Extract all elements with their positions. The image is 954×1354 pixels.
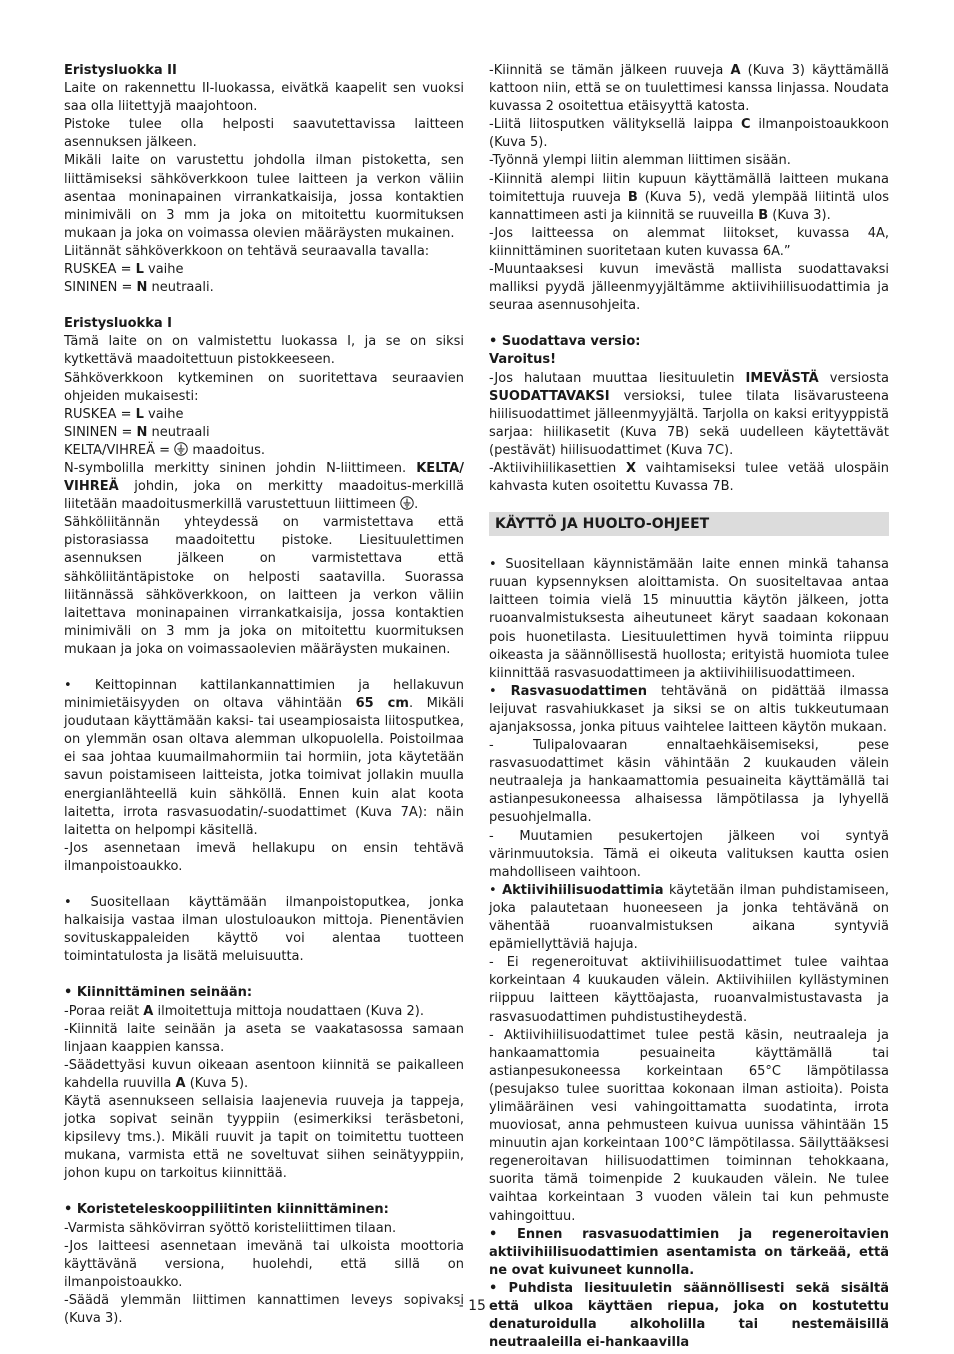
paragraph: • Puhdista liesituuletin säännöllisesti sekä sisältä että ulkoa käyttäen riepua, joka on kostutettu denaturoidulla alkoholilla tai nestemäisillä neutraaleilla ei-hankaavilla	[489, 1280, 889, 1351]
heading-filter-version: • Suodattava versio:	[489, 334, 641, 350]
paragraph: Käytä asennukseen sellaisia laajenevia ruuveja ja tappeja, jotka sopivat seinän tyyppiin (esimerkiksi teräsbetoni, kipsilevy tms.). Mikäli ruuvit ja tapit on toimitettu tuotteen mukana, varmista että ne soveltuvat siihen seinätyyppiin, johon kupu on tarkoitus kiinnittää.	[64, 1093, 464, 1182]
wire-brown: RUSKEA = L vaihe	[64, 406, 184, 422]
list-item: -Säädettyäsi kuvun oikeaan asentoon kiinnitä se paikalleen kahdella ruuvilla A (Kuva 5).	[64, 1057, 464, 1091]
paragraph: Mikäli laite on varustettu johdolla ilman pistoketta, sen liittämiseksi sähköverkkoon tulee laitteen ja verkon väliin asentaa moninapainen virrankatkaisija, jossa kontaktien minimiväli on 3 mm ja joka on mitoitettu kuormituksen mukaan ja joka on voimassa olevien määräysten mukainen.	[64, 153, 464, 241]
paragraph: • Rasvasuodattimen tehtävänä on pidättää ilmassa leijuvat rasvahiukkaset ja siksi se on altis tukkeutumaan ajanjaksossa, jonka pituus vaihtelee laitteen käytön mukaan.	[489, 683, 889, 735]
paragraph: Liitännät sähköverkkoon on tehtävä seuraavalla tavalla:	[64, 243, 430, 259]
heading-insulation-class-1: Eristysluokka I	[64, 316, 172, 332]
heading-wall-mounting: • Kiinnittäminen seinään:	[64, 985, 253, 1001]
paragraph: • Suositellaan käyttämään ilmanpoistoputkea, jonka halkaisija vastaa ilman ulostuloaukon mittoja. Pienentävien sovituskappaleiden käyttö voi alentaa tuotteen toimintatulosta ja lisätä meluisuutta.	[64, 895, 464, 965]
paragraph: Pistoke tulee olla helposti saavutettavissa laitteen asennuksen jälkeen.	[64, 117, 464, 151]
paragraph: • Suositellaan käynnistämään laite ennen minkä tahansa ruuan kypsennyksen aloittamista. On suositeltavaa antaa laitteen toimia vielä 15 minuuttia käytön jälkeen, jotta ruoanvalmistuksesta aiheutuneet käryt saadaan kokonaan pois huonetilasta. Liesituulettimen hyvä toiminta riippuu oikeasta ja säännöllisestä huollosta; erityistä huomiota tulee kiinnittää rasvasuodattimeen ja aktiivihiilisuodattimeen.	[489, 557, 889, 681]
list-item: -Kiinnitä alempi liitin kupuun käyttämällä laitteen mukana toimitettuja ruuveja B (Kuva 5), vedä ylempää liitintä ulos kannattimeen asti ja kiinnitä se ruuveilla B (Kuva 3).	[489, 171, 889, 223]
earth-ground-icon	[400, 496, 414, 510]
right-column	[489, 62, 889, 1352]
paragraph: N-symbolilla merkitty sininen johdin N-liittimeen. KELTA/ VIHREÄ johdin, joka on merkitty maadoitus-merkillä liitetään maadoitusmerkillä varustettuun liittimeen .	[64, 460, 464, 513]
list-item: -Kiinnitä laite seinään ja aseta se vaakatasossa samaan linjaan kaappien kanssa.	[64, 1021, 464, 1055]
paragraph: -Jos asennetaan imevä hellakupu on ensin tehtävä ilmanpoistoaukko.	[64, 840, 464, 874]
list-item: -Jos laitteessa on alemmat liitokset, kuvassa 4A, kiinnittäminen suoritetaan kuten kuvassa 6A.”	[489, 225, 889, 259]
paragraph: - Aktiivihiilisuodattimet tulee pestä käsin, neutraaleja ja hankaamattomia pesuaineita käyttämällä tai astianpesukoneessa korkeintaan 65°C lämpötilassa (pesujakso tulee suorittaa kokonaan ilman astioita). Poista ylimääräinen vesi vahingoittamatta suodatinta, irrota muoviosat, anna pehmusteen kuivua uunissa vähintään 15 minuutin ajan korkeintaan 100°C lämpötilassa. Säilyttääksesi regeneroitavan hiilisuodattimen toiminnan tehokkaana, suorita tämä toimenpide 2 kuukauden välein. Ne tulee vaihtaa korkeintaan 3 vuoden välein tai kun pehmuste vahingoittuu.	[489, 1027, 889, 1224]
heading-telescopic-connectors: • Koristeteleskooppiliitinten kiinnittäminen:	[64, 1202, 389, 1218]
paragraph: Sähköliitännän yhteydessä on varmistettava että pistorasiassa maadoitettu pistoke. Liesituulettimen asennuksen jälkeen on varmistettava että sähköliitäntäpistoke on helposti saatavilla. Suorassa liitännässä sähköverkkoon, on laitteen ja verkon väliin laitettava moninapainen virrankatkaisija, jossa kontaktien minimiväli on 3 mm ja joka on mitoitettu kuormituksen mukaan ja joka on voimassaolevien määräysten mukainen.	[64, 515, 464, 657]
list-item: -Varmista sähkövirran syöttö koristeliittimen tilaan.	[64, 1220, 397, 1236]
list-item: -Liitä liitosputken välityksellä laippa C ilmanpoistoaukkoon (Kuva 5).	[489, 117, 889, 151]
paragraph: -Aktiivihiilikasettien X vaihtamiseksi tulee vetää ulospäin kahvasta kuten osoitettu Kuvassa 7B.	[489, 460, 889, 495]
paragraph: - Muutamien pesukertojen jälkeen voi syntyä värinmuutoksia. Tämä ei oikeuta valituksen kautta osien mahdolliseen vaihtoon.	[489, 828, 889, 880]
left-column	[64, 62, 464, 1328]
list-item: -Jos laitteesi asennetaan imevänä tai ulkoista moottoria käyttävänä versiona, huolehdi, että sillä on ilmanpoistoaukko.	[64, 1238, 464, 1290]
warning-label: Varoitus!	[489, 352, 557, 368]
earth-ground-icon	[174, 442, 188, 456]
paragraph: Sähköverkkoon kytkeminen on suoritettava seuraavien ohjeiden mukaisesti:	[64, 370, 464, 404]
wire-blue: SININEN = N neutraali	[64, 424, 210, 440]
paragraph: - Tulipalovaaran ennaltaehkäisemiseksi, pese rasvasuodattimet käsin vähintään 2 kuukauden välein neutraaleja ja hankaamattomia pesuaineita käyttämällä tai astianpesukoneessa alhaisessa lämpötilassa ja lyhyellä pesuohjelmalla.	[489, 738, 889, 826]
heading-insulation-class-2: Eristysluokka II	[64, 63, 177, 78]
paragraph: Tämä laite on on valmistettu luokassa I, ja se on siksi kytkettävä maadoitettuun pistokkeeseen.	[64, 334, 464, 368]
list-item: -Työnnä ylempi liitin alemman liittimen sisään.	[489, 153, 791, 169]
paragraph: -Jos halutaan muuttaa liesituuletin IMEVÄSTÄ versiosta SUODATTAVAKSI versioksi, tulee tilata lisävarusteena hiilisuodattimet jälleenmyyjältä. Tarjolla on kaksi erityyppistä sarjaa: hiilikasetit (Kuva 7B) sekä uudelleen käytettävät (pestävät) hiilisuodattimet (Kuva 7C).	[489, 370, 890, 458]
paragraph: • Ennen rasvasuodattimien ja regeneroitavien aktiivihiilisuodattimien asentamista on tärkeää, että ne ovat kuivuneet kunnolla.	[489, 1226, 889, 1278]
section-heading-use-and-maintenance: KÄYTTÖ JA HUOLTO-OHJEET	[489, 512, 889, 536]
paragraph: Laite on rakennettu II-luokassa, eivätkä kaapelit sen vuoksi saa olla liitettyjä maajohtoon.	[64, 81, 464, 115]
page-number: - 15 -	[458, 1298, 496, 1314]
wire-yellow-green: KELTA/VIHREÄ = maadoitus.	[64, 442, 265, 458]
list-item: -Säädä ylemmän liittimen kannattimen leveys sopivaksi (Kuva 3).	[64, 1292, 464, 1326]
paragraph: • Aktiivihiilisuodattimia käytetään ilman puhdistamiseen, joka palautetaan huoneeseen ja jonka tehtävänä on vähentää ruoanvalmistuksen aikana syntyviä epämiellyttäviä hajuja.	[489, 882, 889, 953]
list-item: -Poraa reiät A ilmoitettuja mittoja noudattaen (Kuva 2).	[64, 1003, 424, 1019]
paragraph: - Ei regeneroituvat aktiivihiilisuodattimet tulee vaihtaa korkeintaan 4 kuukauden välein. Aktiivihiilen kyllästyminen riippuu laitteen käyttöajasta, ruoanvalmistustavasta ja rasvasuodattimen puhdistustiheydestä.	[489, 955, 889, 1025]
wire-blue: SININEN = N neutraali.	[64, 280, 214, 296]
wire-brown: RUSKEA = L vaihe	[64, 262, 184, 278]
paragraph: • Keittopinnan kattilankannattimien ja hellakuvun minimietäisyyden on oltava vähintään 65 cm. Mikäli joudutaan käyttämään kaksi- tai useampiosaista liitosputkea, on ylemmän osan oltava alemman ulkopuolella. Poistoilmaa ei saa johtaa kuumailmahormiin tai hormiin, jota käytetään savun poistamiseen laitteista, jotka toimivat jollakin muulla energianlähteellä kuin sähköllä. Ennen kuin alat koota laitetta, irrota rasvasuodatin/-suodattimet (Kuva 7A): näin laitetta on helpompi käsitellä.	[64, 678, 464, 838]
list-item: -Muuntaaksesi kuvun imevästä mallista suodattavaksi malliksi pyydä jälleenmyyjältämme aktiivihiilisuodattimia ja seuraa asennusohjeita.	[489, 262, 889, 314]
list-item: -Kiinnitä se tämän jälkeen ruuveja A (Kuva 3) käyttämällä kattoon niin, että se on tuulettimesi kanssa linjassa. Noudata kuvassa 2 osoitettua etäisyyttä katosta.	[489, 63, 890, 115]
